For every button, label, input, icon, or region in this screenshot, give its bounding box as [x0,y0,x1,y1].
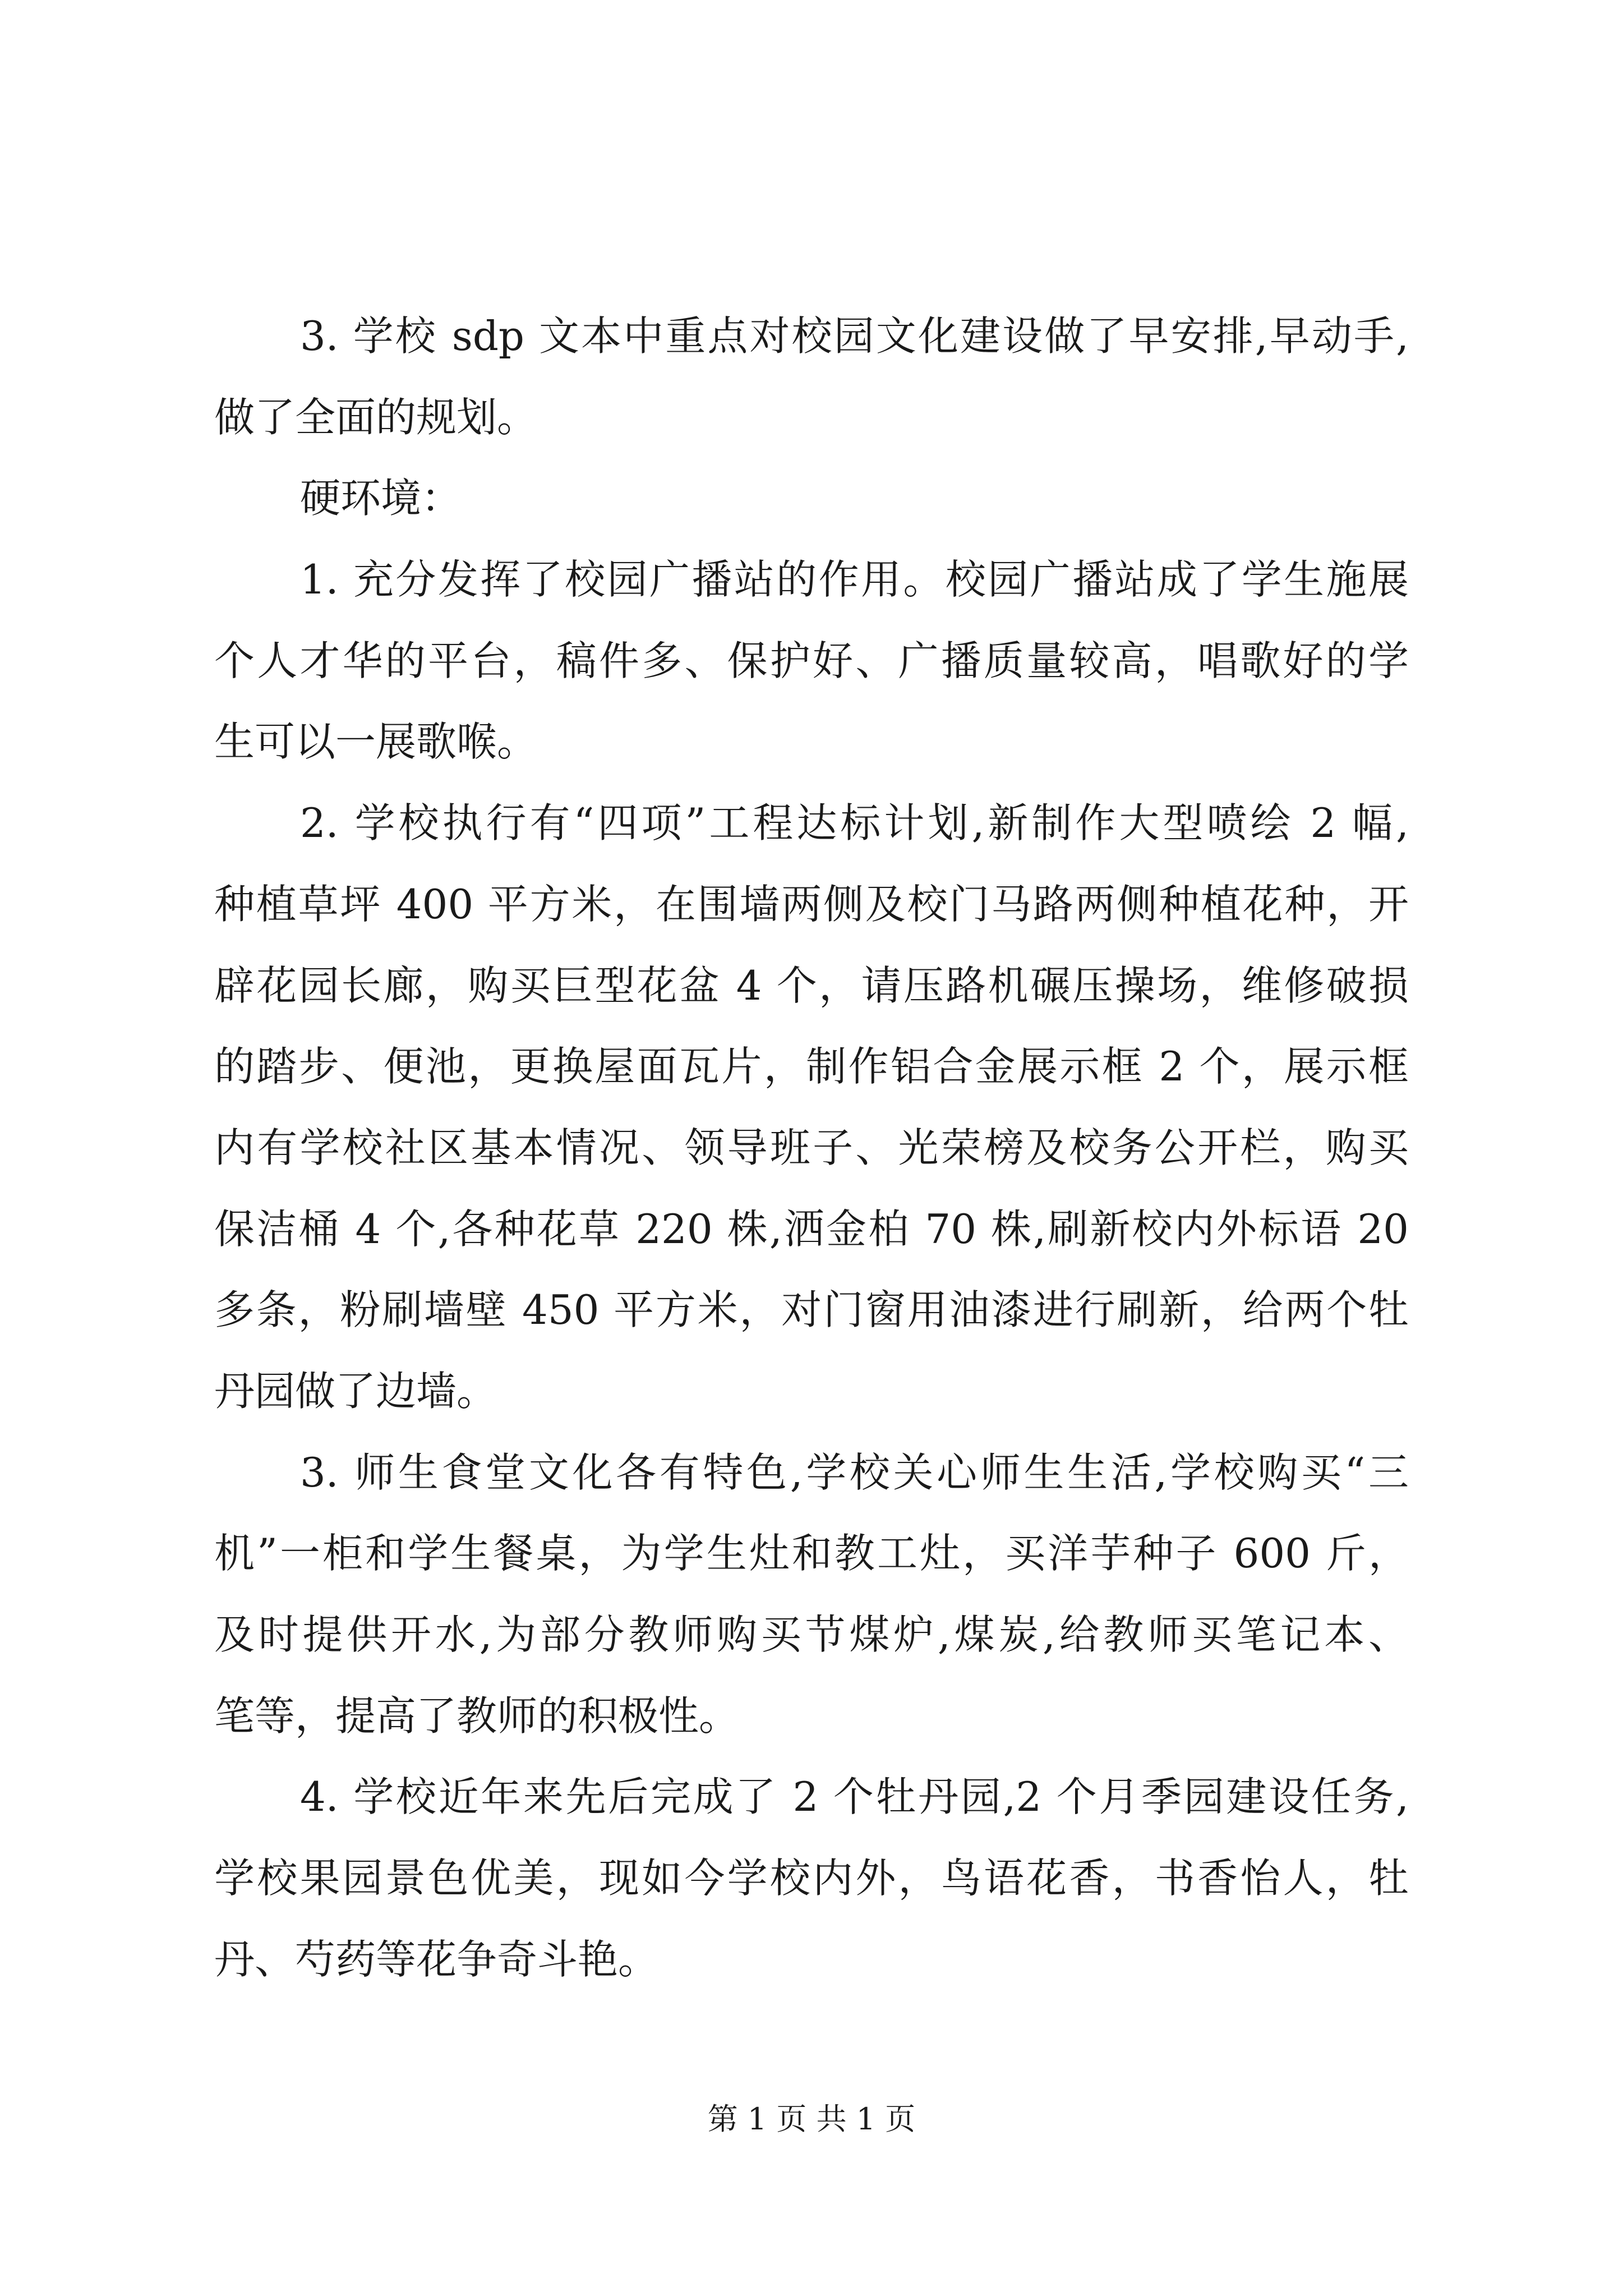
text-line: 3. 师生食堂文化各有特色,学校关心师生生活,学校购买“三 [300,1448,1409,1496]
paragraph [214,296,1409,458]
text-line: 学校果园景色优美，现如今学校内外，鸟语花香，书香怡人，牡 [214,1855,1409,1902]
text-line: 硬环境： [300,475,462,522]
text-line: 丹园做了边墙。 [214,1367,497,1415]
text-line: 多条，粉刷墙壁 450 平方米，对门窗用油漆进行刷新，给两个牡 [214,1286,1409,1334]
text-line: 内有学校社区基本情况、领导班子、光荣榜及校务公开栏，购买 [214,1124,1409,1171]
document-body [214,296,1409,2000]
text-line: 机”一柜和学生餐桌，为学生灶和教工灶，买洋芋种子 600 斤， [214,1530,1409,1577]
text-line: 生可以一展歌喉。 [214,718,538,766]
text-line: 保洁桶 4 个,各种花草 220 株,洒金柏 70 株,刷新校内外标语 20 [214,1205,1409,1253]
text-line: 4. 学校近年来先后完成了 2 个牡丹园,2 个月季园建设任务, [300,1773,1409,1821]
paragraph [214,1432,1409,1757]
text-line: 3. 学校 sdp 文本中重点对校园文化建设做了早安排,早动手, [300,312,1409,360]
paragraph [214,783,1409,1432]
text-line: 个人才华的平台，稿件多、保护好、广播质量较高，唱歌好的学 [214,637,1409,684]
page-number-footer: 第 1 页 共 1 页 [707,2101,916,2137]
paragraph [214,539,1409,783]
text-line: 辟花园长廊，购买巨型花盆 4 个，请压路机碾压操场，维修破损 [214,961,1409,1009]
text-line: 种植草坪 400 平方米，在围墙两侧及校门马路两侧种植花种，开 [214,880,1409,928]
text-line: 丹、芍药等花争奇斗艳。 [214,1935,659,1983]
text-line: 2. 学校执行有“四项”工程达标计划,新制作大型喷绘 2 幅, [300,799,1409,847]
paragraph [214,1756,1409,2000]
section-heading [214,458,1409,539]
text-line: 及时提供开水,为部分教师购买节煤炉,煤炭,给教师买笔记本、 [214,1611,1409,1658]
text-line: 做了全面的规划。 [214,393,538,441]
text-line: 1. 充分发挥了校园广播站的作用。校园广播站成了学生施展 [300,556,1409,604]
text-line: 笔等，提高了教师的积极性。 [214,1692,740,1740]
text-line: 的踏步、便池，更换屋面瓦片，制作铝合金展示框 2 个，展示框 [214,1043,1409,1091]
